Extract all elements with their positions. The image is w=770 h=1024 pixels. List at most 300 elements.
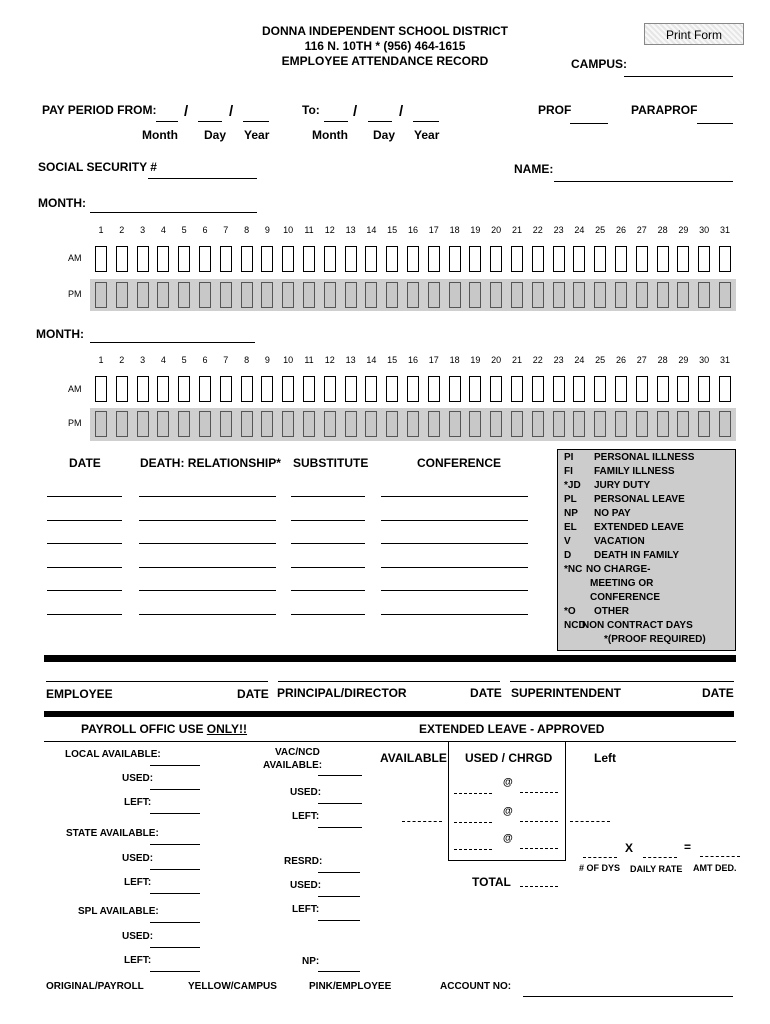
legend-code: PL — [564, 494, 577, 505]
day-number: 2 — [119, 225, 125, 235]
am1-day-6[interactable] — [199, 246, 211, 272]
local-used-label: USED: — [122, 773, 154, 784]
slash: / — [353, 103, 358, 120]
superintendent-signature-line[interactable] — [510, 681, 734, 682]
relationship-field[interactable] — [139, 496, 276, 497]
am2-day-17[interactable] — [428, 376, 440, 402]
legend-code: NP — [564, 508, 578, 519]
pm1-day-2[interactable] — [116, 282, 128, 308]
day-number: 24 — [574, 355, 585, 365]
legend-code: D — [564, 550, 572, 561]
pm1-day-28[interactable] — [657, 282, 669, 308]
principal-label: PRINCIPAL/DIRECTOR — [277, 686, 407, 700]
am1-day-2[interactable] — [116, 246, 128, 272]
day-number: 24 — [574, 225, 585, 235]
am2-day-6[interactable] — [199, 376, 211, 402]
amt-ded-label: AMT DED. — [693, 863, 737, 873]
date-field[interactable] — [47, 567, 122, 568]
substitute-field[interactable] — [291, 614, 365, 615]
pm2-day-17[interactable] — [428, 411, 440, 437]
extended-leave-title: EXTENDED LEAVE - APPROVED — [419, 722, 605, 736]
relationship-field[interactable] — [139, 614, 276, 615]
print-form-button[interactable]: Print Form — [644, 23, 744, 45]
am2-day-21[interactable] — [511, 376, 523, 402]
vac-ncd-available-field[interactable] — [318, 775, 362, 776]
substitute-field[interactable] — [291, 543, 365, 544]
total-field[interactable] — [520, 886, 558, 887]
vac-left-field[interactable] — [318, 827, 362, 828]
daily-rate-field[interactable] — [643, 857, 677, 858]
date-field[interactable] — [47, 543, 122, 544]
pm1-day-31[interactable] — [719, 282, 731, 308]
used-days-field-1[interactable] — [454, 793, 492, 794]
pm2-day-19[interactable] — [469, 411, 481, 437]
ssn-field[interactable] — [148, 178, 257, 179]
local-left-label: LEFT: — [124, 797, 152, 808]
pm1-day-9[interactable] — [261, 282, 273, 308]
resrd-left-field[interactable] — [318, 920, 360, 921]
am2-day-19[interactable] — [469, 376, 481, 402]
district-name: DONNA INDEPENDENT SCHOOL DISTRICT — [261, 24, 508, 38]
am2-day-26[interactable] — [615, 376, 627, 402]
am2-day-11[interactable] — [303, 376, 315, 402]
substitute-field[interactable] — [291, 496, 365, 497]
conference-field[interactable] — [381, 520, 528, 521]
am1-day-16[interactable] — [407, 246, 419, 272]
total-label: TOTAL — [472, 875, 511, 889]
district-address: 116 N. 10TH * (956) 464-1615 — [304, 39, 466, 53]
num-days-label: # OF DYS — [579, 863, 621, 873]
am1-day-8[interactable] — [241, 246, 253, 272]
pm2-day-21[interactable] — [511, 411, 523, 437]
substitute-field[interactable] — [291, 520, 365, 521]
am2-day-25[interactable] — [594, 376, 606, 402]
substitute-field[interactable] — [291, 590, 365, 591]
local-left-field[interactable] — [150, 813, 200, 814]
pm1-day-18[interactable] — [449, 282, 461, 308]
account-no-field[interactable] — [523, 996, 733, 997]
day-number: 17 — [428, 225, 439, 235]
from-month-field[interactable] — [156, 121, 178, 122]
day-number: 4 — [160, 225, 166, 235]
day-number: 14 — [366, 225, 377, 235]
am1-day-31[interactable] — [719, 246, 731, 272]
legend-description: *(PROOF REQUIRED) — [604, 634, 706, 645]
day-number: 7 — [223, 355, 229, 365]
day-number: 3 — [140, 355, 146, 365]
legend-code: V — [564, 536, 571, 547]
am1-day-19[interactable] — [469, 246, 481, 272]
am1-day-14[interactable] — [365, 246, 377, 272]
substitute-field[interactable] — [291, 567, 365, 568]
pm2-day-1[interactable] — [95, 411, 107, 437]
superintendent-label: SUPERINTENDENT — [511, 686, 622, 700]
am1-day-28[interactable] — [657, 246, 669, 272]
legend-code: EL — [564, 522, 577, 533]
am1-day-4[interactable] — [157, 246, 169, 272]
pm1-day-25[interactable] — [594, 282, 606, 308]
state-used-label: USED: — [122, 853, 154, 864]
to-day-field[interactable] — [368, 121, 392, 122]
pm2-day-30[interactable] — [698, 411, 710, 437]
conference-field[interactable] — [381, 496, 528, 497]
am1-day-27[interactable] — [636, 246, 648, 272]
pm2-day-24[interactable] — [573, 411, 585, 437]
spl-available-field[interactable] — [150, 922, 200, 923]
resrd-left-label: LEFT: — [292, 904, 320, 915]
pm2-day-25[interactable] — [594, 411, 606, 437]
pm1-day-21[interactable] — [511, 282, 523, 308]
copy-original: ORIGINAL/PAYROLL — [46, 981, 144, 992]
pm2-day-11[interactable] — [303, 411, 315, 437]
left-field[interactable] — [570, 821, 610, 822]
day-number: 19 — [470, 225, 481, 235]
amt-ded-field[interactable] — [700, 856, 740, 857]
pm2-day-28[interactable] — [657, 411, 669, 437]
day-number: 27 — [636, 225, 647, 235]
pm1-day-6[interactable] — [199, 282, 211, 308]
day-number: 21 — [511, 355, 522, 365]
am1-day-7[interactable] — [220, 246, 232, 272]
day-number: 29 — [678, 355, 689, 365]
am2-day-29[interactable] — [677, 376, 689, 402]
pm2-day-22[interactable] — [532, 411, 544, 437]
form-title: EMPLOYEE ATTENDANCE RECORD — [281, 54, 489, 68]
from-day-field[interactable] — [198, 121, 222, 122]
pm1-day-26[interactable] — [615, 282, 627, 308]
divider-rule-2 — [44, 711, 734, 717]
paraprof-label: PARAPROF — [631, 103, 698, 117]
legend-description: OTHER — [594, 606, 629, 617]
used-days-field-3[interactable] — [454, 849, 492, 850]
am1-day-29[interactable] — [677, 246, 689, 272]
legend-description: VACATION — [594, 536, 645, 547]
am-label-1: AM — [68, 253, 82, 263]
campus-label: CAMPUS: — [571, 57, 627, 71]
legend-code: *O — [564, 606, 576, 617]
day-number: 23 — [553, 225, 564, 235]
pm2-day-12[interactable] — [324, 411, 336, 437]
relationship-field[interactable] — [139, 590, 276, 591]
day-number: 16 — [407, 355, 418, 365]
superintendent-date-label: DATE — [702, 686, 734, 700]
np-field[interactable] — [318, 971, 360, 972]
day-number: 12 — [324, 355, 335, 365]
am1-day-24[interactable] — [573, 246, 585, 272]
am2-day-30[interactable] — [698, 376, 710, 402]
local-used-field[interactable] — [150, 789, 200, 790]
am2-day-9[interactable] — [261, 376, 273, 402]
legend-description: NON CONTRACT DAYS — [582, 620, 693, 631]
resrd-field[interactable] — [318, 872, 360, 873]
day-number: 27 — [636, 355, 647, 365]
am2-day-18[interactable] — [449, 376, 461, 402]
pm2-day-23[interactable] — [553, 411, 565, 437]
am1-day-9[interactable] — [261, 246, 273, 272]
day-number: 31 — [719, 225, 730, 235]
state-left-label: LEFT: — [124, 877, 152, 888]
day-number: 22 — [532, 225, 543, 235]
spl-left-field[interactable] — [150, 971, 200, 972]
paraprof-field[interactable] — [697, 123, 733, 124]
rate-field-1[interactable] — [520, 792, 558, 793]
pm1-day-29[interactable] — [677, 282, 689, 308]
available-field[interactable] — [402, 821, 442, 822]
pm2-day-29[interactable] — [677, 411, 689, 437]
resrd-used-field[interactable] — [318, 896, 360, 897]
principal-date-label: DATE — [470, 686, 502, 700]
am2-day-12[interactable] — [324, 376, 336, 402]
pm2-day-13[interactable] — [345, 411, 357, 437]
used-days-field-2[interactable] — [454, 822, 492, 823]
principal-signature-line[interactable] — [278, 681, 500, 682]
slash: / — [399, 103, 404, 120]
conference-field[interactable] — [381, 567, 528, 568]
am1-day-5[interactable] — [178, 246, 190, 272]
am1-day-17[interactable] — [428, 246, 440, 272]
pm1-day-5[interactable] — [178, 282, 190, 308]
am1-day-30[interactable] — [698, 246, 710, 272]
pm2-day-5[interactable] — [178, 411, 190, 437]
am2-day-15[interactable] — [386, 376, 398, 402]
am1-day-10[interactable] — [282, 246, 294, 272]
pm2-day-27[interactable] — [636, 411, 648, 437]
am2-day-7[interactable] — [220, 376, 232, 402]
relationship-field[interactable] — [139, 520, 276, 521]
vac-ncd-label: VAC/NCD — [275, 747, 320, 758]
am1-day-25[interactable] — [594, 246, 606, 272]
employee-signature-line[interactable] — [46, 681, 268, 682]
am1-day-13[interactable] — [345, 246, 357, 272]
to-year-field[interactable] — [413, 121, 439, 122]
state-left-field[interactable] — [150, 893, 200, 894]
am2-day-10[interactable] — [282, 376, 294, 402]
am2-day-23[interactable] — [553, 376, 565, 402]
pm2-day-2[interactable] — [116, 411, 128, 437]
day-number: 29 — [678, 225, 689, 235]
am2-day-13[interactable] — [345, 376, 357, 402]
equals-symbol: = — [684, 840, 692, 854]
rate-field-2[interactable] — [520, 821, 558, 822]
am2-day-24[interactable] — [573, 376, 585, 402]
from-year-field[interactable] — [243, 121, 269, 122]
am1-day-26[interactable] — [615, 246, 627, 272]
spl-available-label: SPL AVAILABLE: — [78, 906, 159, 917]
vac-ncd-available-label: AVAILABLE: — [263, 760, 323, 771]
copy-yellow: YELLOW/CAMPUS — [188, 981, 277, 992]
date-field[interactable] — [47, 496, 122, 497]
rate-field-3[interactable] — [520, 848, 558, 849]
day-number: 8 — [244, 225, 250, 235]
used-box-right — [565, 741, 566, 861]
am2-day-1[interactable] — [95, 376, 107, 402]
legend-description: NO PAY — [594, 508, 631, 519]
pm1-day-7[interactable] — [220, 282, 232, 308]
am1-day-11[interactable] — [303, 246, 315, 272]
day-number: 5 — [181, 225, 187, 235]
from-month-label: Month — [142, 128, 178, 142]
col-substitute-header: SUBSTITUTE — [293, 456, 369, 470]
pm2-day-26[interactable] — [615, 411, 627, 437]
relationship-field[interactable] — [139, 567, 276, 568]
vac-used-field[interactable] — [318, 803, 362, 804]
am1-day-1[interactable] — [95, 246, 107, 272]
am2-day-14[interactable] — [365, 376, 377, 402]
pm1-day-14[interactable] — [365, 282, 377, 308]
am2-day-4[interactable] — [157, 376, 169, 402]
state-used-field[interactable] — [150, 869, 200, 870]
pm2-day-7[interactable] — [220, 411, 232, 437]
month-field-1[interactable] — [90, 212, 257, 213]
am1-day-12[interactable] — [324, 246, 336, 272]
copy-pink: PINK/EMPLOYEE — [309, 981, 392, 992]
am2-day-28[interactable] — [657, 376, 669, 402]
am1-day-21[interactable] — [511, 246, 523, 272]
day-number: 10 — [283, 225, 294, 235]
pm1-day-12[interactable] — [324, 282, 336, 308]
date-field[interactable] — [47, 614, 122, 615]
pm2-day-9[interactable] — [261, 411, 273, 437]
am1-day-23[interactable] — [553, 246, 565, 272]
pm1-day-19[interactable] — [469, 282, 481, 308]
pm2-day-31[interactable] — [719, 411, 731, 437]
month-field-2[interactable] — [90, 342, 255, 343]
am2-day-16[interactable] — [407, 376, 419, 402]
day-number: 30 — [699, 355, 710, 365]
spl-left-label: LEFT: — [124, 955, 152, 966]
legend-description: FAMILY ILLNESS — [594, 466, 675, 477]
pm2-day-4[interactable] — [157, 411, 169, 437]
day-number: 20 — [491, 355, 502, 365]
campus-field[interactable] — [624, 76, 733, 77]
am2-day-20[interactable] — [490, 376, 502, 402]
day-number: 11 — [304, 225, 314, 235]
legend-description: NO CHARGE- — [586, 564, 651, 575]
am2-day-2[interactable] — [116, 376, 128, 402]
day-number: 13 — [345, 355, 356, 365]
legend-code: *JD — [564, 480, 581, 491]
month-label-2: MONTH: — [36, 327, 84, 341]
am2-day-27[interactable] — [636, 376, 648, 402]
pm2-day-15[interactable] — [386, 411, 398, 437]
am1-day-20[interactable] — [490, 246, 502, 272]
pm1-day-8[interactable] — [241, 282, 253, 308]
pm1-day-22[interactable] — [532, 282, 544, 308]
day-number: 16 — [407, 225, 418, 235]
prof-field[interactable] — [570, 123, 608, 124]
day-number: 6 — [202, 225, 208, 235]
ssn-label: SOCIAL SECURITY # — [38, 160, 157, 174]
day-number: 5 — [181, 355, 187, 365]
pm1-day-24[interactable] — [573, 282, 585, 308]
multiply-symbol: X — [625, 841, 634, 855]
pm1-day-30[interactable] — [698, 282, 710, 308]
pay-period-from-label: PAY PERIOD FROM: — [42, 103, 157, 117]
name-field[interactable] — [554, 181, 733, 182]
day-number: 6 — [202, 355, 208, 365]
pm1-day-27[interactable] — [636, 282, 648, 308]
pm1-day-16[interactable] — [407, 282, 419, 308]
day-number: 15 — [387, 225, 398, 235]
pm2-day-14[interactable] — [365, 411, 377, 437]
spl-used-label: USED: — [122, 931, 154, 942]
pm1-day-17[interactable] — [428, 282, 440, 308]
pm1-day-23[interactable] — [553, 282, 565, 308]
pm2-day-18[interactable] — [449, 411, 461, 437]
local-available-field[interactable] — [150, 765, 200, 766]
am2-day-3[interactable] — [137, 376, 149, 402]
pm2-day-20[interactable] — [490, 411, 502, 437]
day-number: 13 — [345, 225, 356, 235]
legend-code: FI — [564, 466, 573, 477]
pm1-day-13[interactable] — [345, 282, 357, 308]
pm-label-2: PM — [68, 418, 82, 428]
am2-day-5[interactable] — [178, 376, 190, 402]
to-month-field[interactable] — [324, 121, 348, 122]
from-day-label: Day — [204, 128, 227, 142]
at-symbol: @ — [503, 806, 513, 817]
pm2-day-3[interactable] — [137, 411, 149, 437]
am1-day-3[interactable] — [137, 246, 149, 272]
pm1-day-1[interactable] — [95, 282, 107, 308]
pm2-day-8[interactable] — [241, 411, 253, 437]
divider-rule — [44, 655, 736, 662]
day-number: 9 — [264, 355, 270, 365]
day-number: 20 — [491, 225, 502, 235]
am1-day-18[interactable] — [449, 246, 461, 272]
am1-day-22[interactable] — [532, 246, 544, 272]
daily-rate-label: DAILY RATE — [630, 864, 683, 874]
day-number: 11 — [304, 355, 314, 365]
spl-used-field[interactable] — [150, 947, 200, 948]
relationship-field[interactable] — [139, 543, 276, 544]
slash: / — [229, 103, 234, 120]
day-number: 2 — [119, 355, 125, 365]
pm1-day-20[interactable] — [490, 282, 502, 308]
day-number: 1 — [98, 225, 104, 235]
conference-field[interactable] — [381, 590, 528, 591]
am2-day-31[interactable] — [719, 376, 731, 402]
month-label-1: MONTH: — [38, 196, 86, 210]
pm1-day-15[interactable] — [386, 282, 398, 308]
available-header: AVAILABLE — [380, 751, 447, 765]
pm1-day-3[interactable] — [137, 282, 149, 308]
am2-day-22[interactable] — [532, 376, 544, 402]
pm1-day-10[interactable] — [282, 282, 294, 308]
at-symbol: @ — [503, 777, 513, 788]
employee-date-label: DATE — [237, 687, 269, 701]
pm2-day-16[interactable] — [407, 411, 419, 437]
state-available-field[interactable] — [150, 844, 200, 845]
am1-day-15[interactable] — [386, 246, 398, 272]
am-label-2: AM — [68, 384, 82, 394]
date-field[interactable] — [47, 520, 122, 521]
col-date-header: DATE — [69, 456, 101, 470]
payroll-title: PAYROLL OFFIC USE ONLY!! — [81, 722, 248, 736]
pm2-day-6[interactable] — [199, 411, 211, 437]
num-days-field[interactable] — [583, 857, 617, 858]
am2-day-8[interactable] — [241, 376, 253, 402]
conference-field[interactable] — [381, 543, 528, 544]
vac-left-label: LEFT: — [292, 811, 320, 822]
pm2-day-10[interactable] — [282, 411, 294, 437]
day-number: 8 — [244, 355, 250, 365]
resrd-used-label: USED: — [290, 880, 322, 891]
pm1-day-11[interactable] — [303, 282, 315, 308]
date-field[interactable] — [47, 590, 122, 591]
conference-field[interactable] — [381, 614, 528, 615]
pm1-day-4[interactable] — [157, 282, 169, 308]
